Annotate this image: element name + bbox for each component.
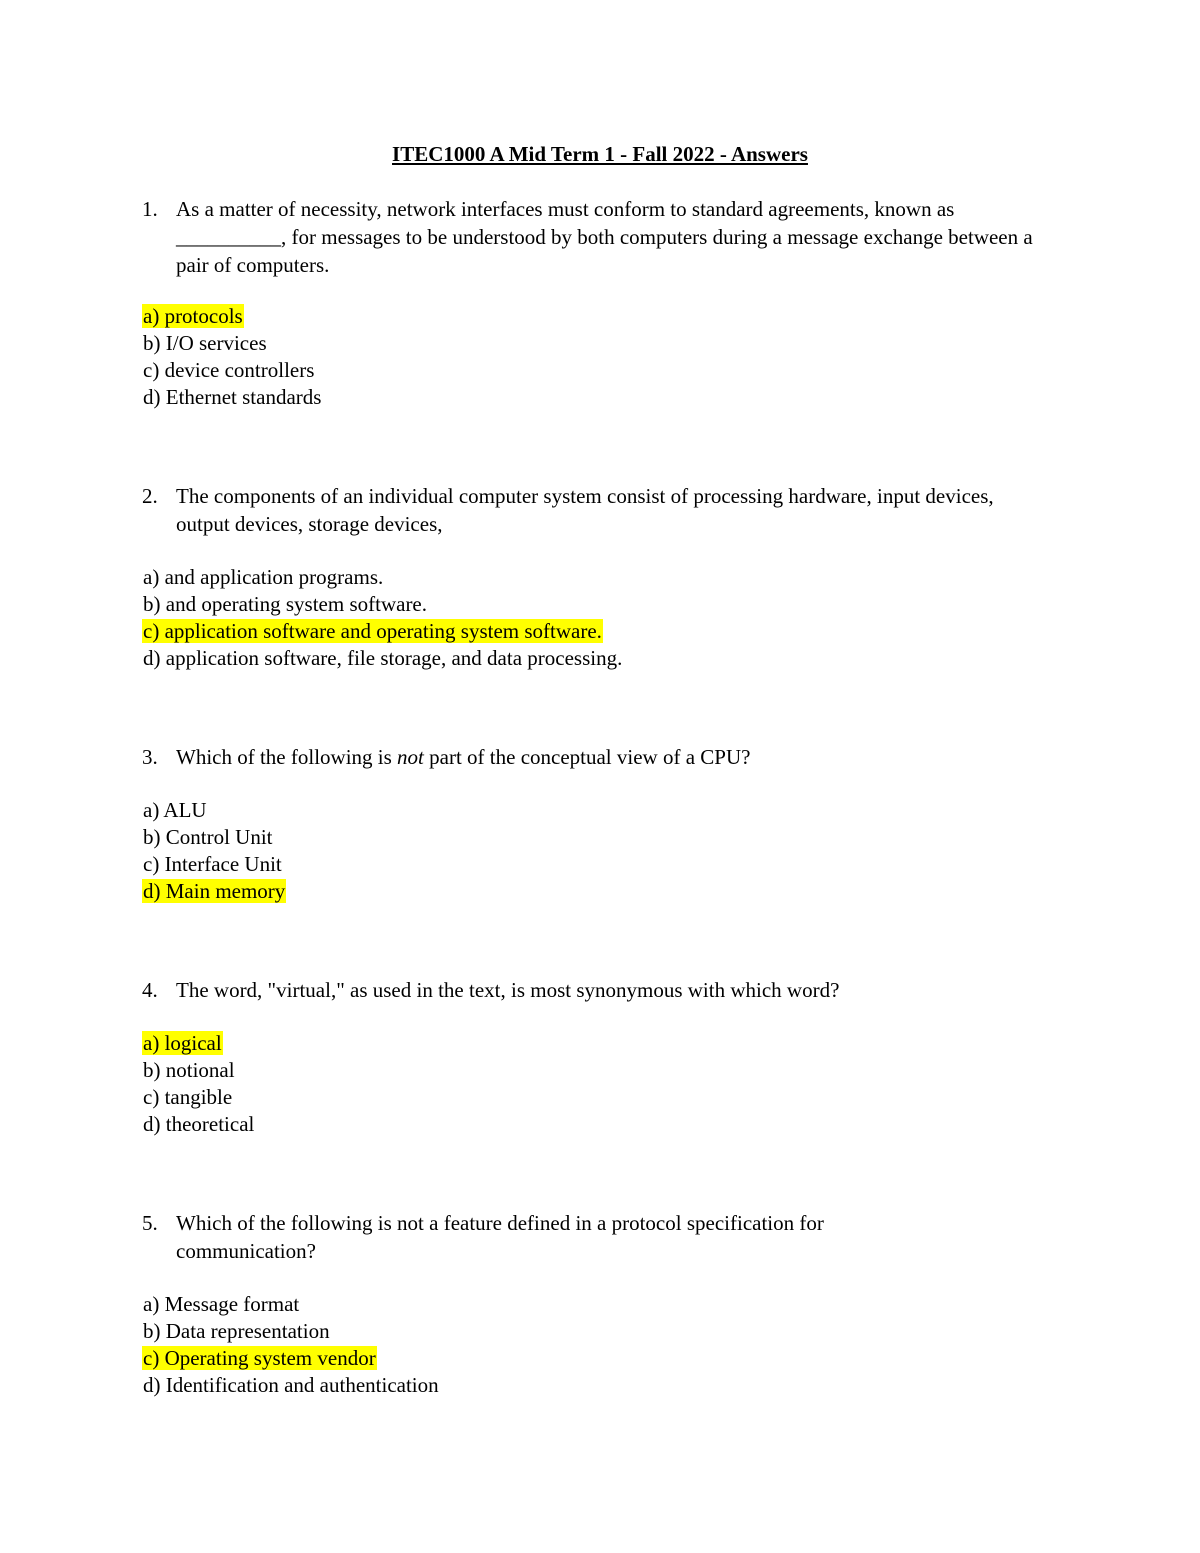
question-text: The components of an individual computer system consist of processing hardware, input devices, output devices, storage devices, (176, 484, 994, 536)
question-text: As a matter of necessity, network interfaces must conform to standard agreements, known as __________, for messages to be understood by both computers during a message exchange between a pair of computers. (176, 197, 1033, 277)
question-2-options (142, 564, 623, 672)
question-5-options (142, 1291, 440, 1399)
question-number: 3. (142, 745, 158, 769)
question-text: Which of the following is not a feature defined in a protocol specification for communication? (176, 1211, 824, 1263)
answer-option-correct: a) logical (143, 1031, 222, 1055)
answer-option: d) Ethernet standards (143, 385, 322, 409)
question-number: 4. (142, 978, 158, 1002)
question-4 (142, 976, 1082, 1004)
answer-option: b) I/O services (143, 331, 267, 355)
question-2 (142, 482, 1082, 538)
answer-option: d) application software, file storage, and data processing. (143, 646, 623, 670)
answer-option-correct: c) application software and operating system software. (143, 619, 602, 643)
emphasis-text: not (397, 745, 424, 769)
question-number: 2. (142, 484, 158, 508)
answer-option-correct: d) Main memory (143, 879, 286, 903)
answer-option-correct: a) protocols (143, 304, 243, 328)
question-number: 1. (142, 197, 158, 221)
answer-option: b) Data representation (143, 1319, 330, 1343)
answer-option: a) ALU (143, 798, 207, 822)
answer-option: a) Message format (143, 1292, 300, 1316)
answer-option: b) and operating system software. (143, 592, 428, 616)
answer-option: c) device controllers (143, 358, 315, 382)
answer-option: a) and application programs. (143, 565, 384, 589)
question-number: 5. (142, 1211, 158, 1235)
question-3 (142, 743, 1082, 771)
question-text: Which of the following is not part of the conceptual view of a CPU? (176, 745, 751, 769)
answer-option-correct: c) Operating system vendor (143, 1346, 376, 1370)
document-title: ITEC1000 A Mid Term 1 - Fall 2022 - Answers (392, 142, 808, 166)
answer-option: b) notional (143, 1058, 235, 1082)
question-1 (142, 195, 1082, 279)
answer-option: b) Control Unit (143, 825, 273, 849)
answer-option: d) theoretical (143, 1112, 255, 1136)
question-3-options (142, 797, 286, 905)
answer-option: c) tangible (143, 1085, 233, 1109)
answer-option: c) Interface Unit (143, 852, 282, 876)
question-5 (142, 1209, 1082, 1265)
answer-option: d) Identification and authentication (143, 1373, 439, 1397)
question-1-options (142, 303, 322, 411)
question-4-options (142, 1030, 255, 1138)
question-text: The word, "virtual," as used in the text, is most synonymous with which word? (176, 978, 840, 1002)
